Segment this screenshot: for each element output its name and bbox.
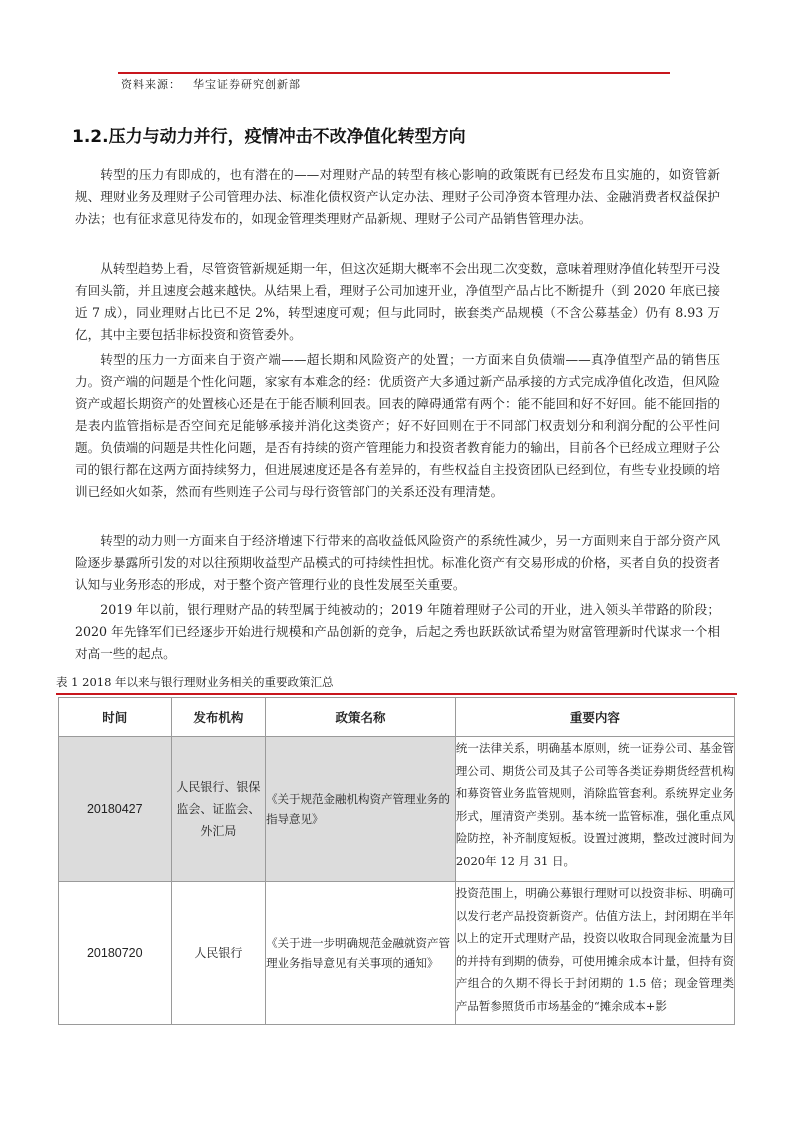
table-row	[59, 882, 735, 1025]
header-content: 重要内容	[455, 698, 734, 737]
policy-table	[58, 697, 735, 1025]
source-note	[121, 76, 301, 92]
table-header-row	[59, 698, 735, 737]
table-row	[59, 737, 735, 882]
row-org: 人民银行、银保监会、证监会、外汇局	[171, 737, 265, 882]
paragraph-2: 从转型趋势上看，尽管资管新规延期一年，但这次延期大概率不会出现二次变数，意味着理财净值化转型开弓没有回头箭，并且速度会越来越快。从结果上看，理财子公司加速开业，净值型产品占比不断提升（到 2020 年底已接近 7 成），同业理财占比已不足 2%，转型速度可观；但与此同时，嵌套类产品规模（不含公募基金）仍有 8.93 万亿，其中主要包括非标投资和资管委外。	[75, 261, 720, 342]
row-date: 20180427	[59, 737, 172, 882]
header-rule	[118, 72, 670, 74]
header-name: 政策名称	[266, 698, 456, 737]
paragraph-3: 转型的压力一方面来自于资产端——超长期和风险资产的处置；一方面来自负债端——真净值型产品的销售压力。资产端的问题是个性化问题，家家有本难念的经：优质资产大多通过新产品承接的方式完成净值化改造，但风险资产或超长期资产的处置核心还是在于能否顺利回表。回表的障碍通常有两个：能不能回和好不好回。能不能回指的是表内监管指标是否空间充足能够承接并消化这类资产；好不好回则在于不同部门权责划分和利润分配的公平性问题。负债端的问题是共性化问题，是否有持续的资产管理能力和投资者教育能力的输出，目前各个已经成立理财子公司的银行都在这两方面持续努力，但进展速度还是各有差异的，有些权益自主投资团队已经到位，有些专业投顾的培训已经如火如荼，然而有些则连子公司与母行资管部门的关系还没有理清楚。	[75, 352, 720, 499]
row-content: 统一法律关系，明确基本原则，统一证券公司、基金管理公司、期货公司及其子公司等各类证券期货经营机构和募资管业务监管规则，消除监管套利。系统界定业务形式，厘清资产类别。基本统一监管标准，强化重点风险防控，补齐制度短板。设置过渡期，整改过渡时间为 2020年 12 月 31 日。	[455, 737, 734, 882]
paragraph-4: 转型的动力则一方面来自于经济增速下行带来的高收益低风险资产的系统性减少，另一方面则来自于部分资产风险逐步暴露所引发的对以往预期收益型产品模式的可持续性担忧。标准化资产有交易形成的价格，买者自负的投资者认知与业务形态的形成，对于整个资产管理行业的良性发展至关重要。	[75, 533, 720, 592]
table-caption-rule	[56, 693, 737, 695]
paragraph-5: 2019 年以前，银行理财产品的转型属于纯被动的；2019 年随着理财子公司的开业，进入领头羊带路的阶段；2020 年先锋军们已经逐步开始进行规模和产品创新的竞争，后起之秀也跃跃欲试希望为财富管理新时代谋求一个相对高一些的起点。	[75, 602, 720, 661]
row-date: 20180720	[59, 882, 172, 1025]
row-policy-name: 《关于进一步明确规范金融就资产管理业务指导意见有关事项的通知》	[266, 882, 456, 1025]
table-caption: 表 1 2018 年以来与银行理财业务相关的重要政策汇总	[56, 675, 334, 689]
row-org: 人民银行	[171, 882, 265, 1025]
header-org: 发布机构	[171, 698, 265, 737]
header-date: 时间	[59, 698, 172, 737]
section-title: 1.2.压力与动力并行，疫情冲击不改净值化转型方向	[72, 127, 466, 147]
source-value: 华宝证券研究创新部	[193, 78, 301, 91]
row-content: 投资范围上，明确公募银行理财可以投资非标、明确可以发行老产品投资新资产。估值方法上，封闭期在半年以上的定开式理财产品，投资以收取合同现金流量为目的并持有到期的债券，可使用摊余成本计量，但持有资产组合的久期不得长于封闭期的 1.5 倍；现金管理类产品暂参照货币市场基金的“摊余成本+影	[455, 882, 734, 1025]
source-label: 资料来源：	[121, 78, 181, 91]
paragraph-1: 转型的压力有即成的，也有潜在的——对理财产品的转型有核心影响的政策既有已经发布且实施的，如资管新规、理财业务及理财子公司管理办法、标准化债权资产认定办法、理财子公司净资本管理办法、金融消费者权益保护办法；也有征求意见待发布的，如现金管理类理财产品新规、理财子公司产品销售管理办法。	[75, 167, 720, 226]
row-policy-name: 《关于规范金融机构资产管理业务的指导意见》	[266, 737, 456, 882]
